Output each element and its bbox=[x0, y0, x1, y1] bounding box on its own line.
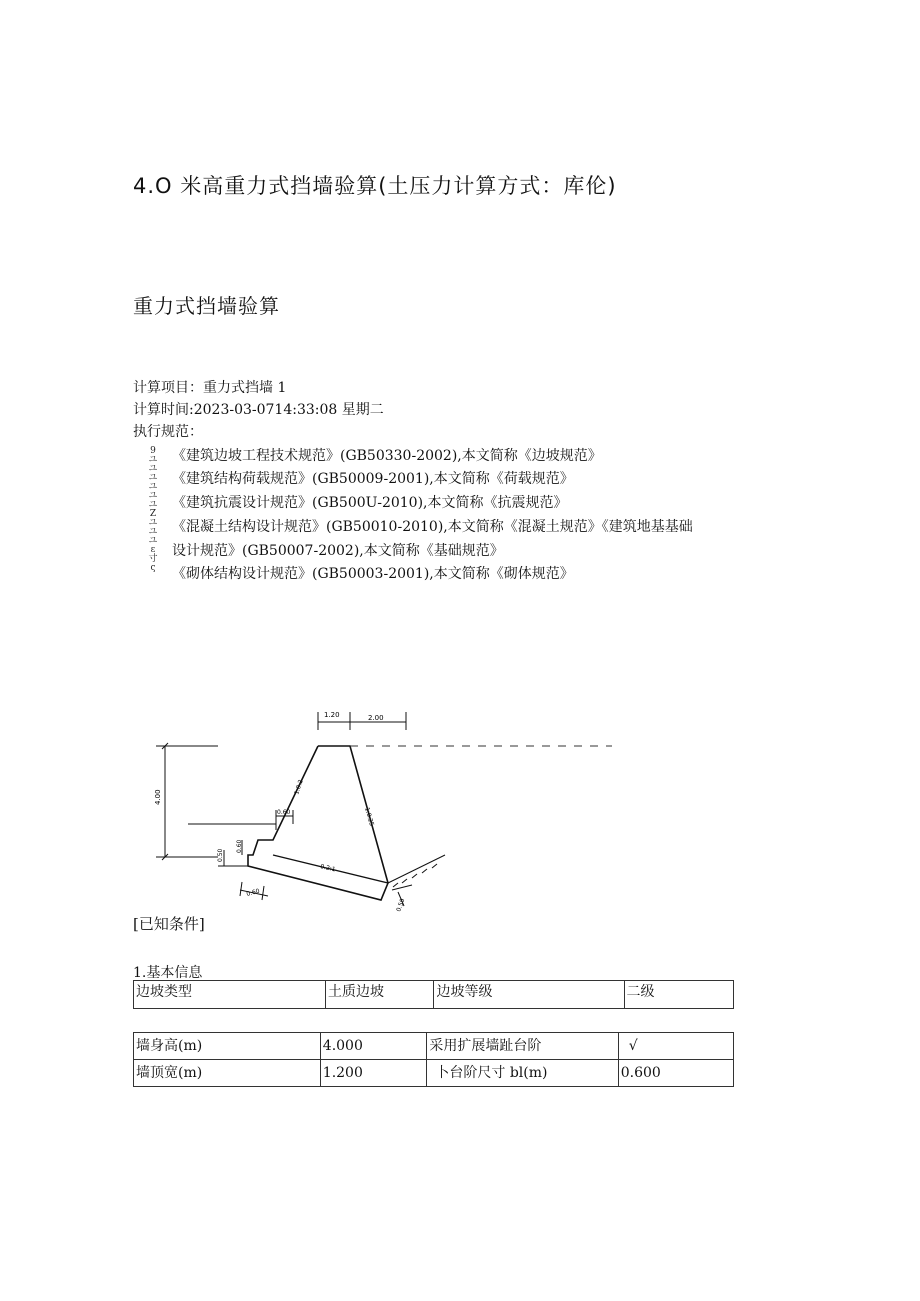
dim-bottom-width: 0.60 bbox=[245, 887, 261, 898]
wall-dimensions-table bbox=[133, 1032, 734, 1087]
checkmark-cell: √ bbox=[618, 1033, 733, 1060]
dim-right: 2.00 bbox=[368, 714, 384, 722]
retaining-wall-diagram bbox=[150, 700, 620, 915]
calc-time: 计算时间:2023-03-0714:33:08 星期二 bbox=[133, 402, 384, 418]
slope-back-label: 1:0.25 bbox=[363, 806, 376, 828]
basic-info-title: 1.基本信息 bbox=[133, 965, 203, 981]
standard-item: 《砌体结构设计规范》(GB50003-2001),本文简称《砌体规范》 bbox=[172, 566, 574, 582]
dim-heel: 0.50 bbox=[395, 897, 407, 913]
wall-outline bbox=[245, 746, 388, 900]
slope-base-label: 0.2:1 bbox=[319, 863, 337, 874]
slope-info-table bbox=[133, 980, 734, 1009]
table-cell: 边坡类型 bbox=[134, 981, 326, 1009]
section-title: 重力式挡墙验算 bbox=[133, 294, 280, 318]
table-cell: 边坡等级 bbox=[434, 981, 624, 1009]
table-cell: 土质边坡 bbox=[326, 981, 434, 1009]
spec-label: 执行规范： bbox=[133, 424, 203, 440]
document-title: 4.O 米高重力式挡墙验算(土压力计算方式：库伦) bbox=[133, 174, 617, 198]
standard-item: 《建筑结构荷载规范》(GB50009-2001),本文简称《荷载规范》 bbox=[172, 471, 574, 487]
table-cell: 1.200 bbox=[320, 1060, 427, 1087]
dim-top-width: 1.20 bbox=[324, 711, 340, 719]
standard-item: 《混凝土结构设计规范》(GB50010-2010),本文简称《混凝土规范》《建筑地基基础 bbox=[172, 519, 693, 535]
known-conditions-heading: [已知条件] bbox=[133, 915, 205, 933]
standard-item: 《建筑抗震设计规范》(GB500U-2010),本文简称《抗震规范》 bbox=[172, 495, 568, 511]
table-cell: 二级 bbox=[624, 981, 734, 1009]
dim-step-height: 0.60 bbox=[236, 839, 243, 853]
table-row bbox=[134, 981, 734, 1009]
margin-marks: 9 ユ ユ ユ ユ ユ ユ Z ユ ユ ユ ε 寸 ς bbox=[148, 446, 158, 573]
standard-item-continued: 设计规范》(GB50007-2002),本文简称《基础规范》 bbox=[172, 543, 504, 559]
table-cell: 0.600 bbox=[618, 1060, 733, 1087]
table-cell: 墙身高(m) bbox=[134, 1033, 321, 1060]
table-row bbox=[134, 1033, 734, 1060]
dim-left-bottom: 0.50 bbox=[217, 848, 224, 862]
table-cell: 墙顶宽(m) bbox=[134, 1060, 321, 1087]
table-row bbox=[134, 1060, 734, 1087]
standard-item: 《建筑边坡工程技术规范》(GB50330-2002),本文简称《边坡规范》 bbox=[172, 448, 602, 464]
dim-step-width: 0.60 bbox=[277, 809, 291, 816]
table-cell: 采用扩展墙趾台阶 bbox=[427, 1033, 618, 1060]
dim-height: 4.00 bbox=[154, 789, 162, 805]
calc-project: 计算项目：重力式挡墙 1 bbox=[133, 380, 287, 396]
table-cell: 卜台阶尺寸 bl(m) bbox=[427, 1060, 618, 1087]
slope-face-label: 1:0.2 bbox=[293, 778, 305, 796]
table-cell: 4.000 bbox=[320, 1033, 427, 1060]
